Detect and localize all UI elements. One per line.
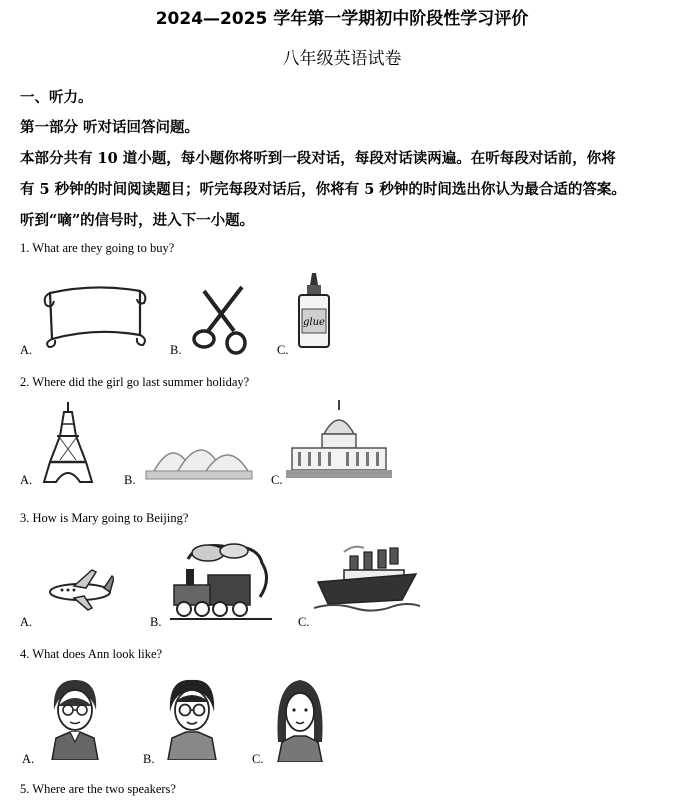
glue-label: glue	[303, 317, 325, 328]
option-label: C.	[271, 473, 283, 487]
section-heading: 一、听力。	[20, 89, 93, 106]
capitol-building-icon	[286, 400, 392, 482]
option-label: B.	[143, 752, 155, 766]
ship-icon	[314, 544, 420, 616]
question-2: 2. Where did the girl go last summer holiday?	[20, 375, 250, 389]
girl-long-hair-icon	[272, 676, 328, 762]
instruction-line-1: 本部分共有 10 道小题，每小题你将听到一段对话，每段对话读两遍。在听每段对话前，你将	[20, 150, 616, 167]
option-label: C.	[298, 615, 310, 629]
question-4: 4. What does Ann look like?	[20, 647, 163, 661]
exam-subtitle: 八年级英语试卷	[282, 49, 402, 69]
option-label: A.	[20, 343, 33, 357]
scissors-icon	[190, 283, 252, 355]
part-heading: 第一部分 听对话回答问题。	[20, 119, 200, 136]
glue-bottle-icon	[296, 271, 332, 351]
exam-title: 2024—2025 学年第一学期初中阶段性学习评价	[155, 9, 529, 29]
option-label: B.	[170, 343, 182, 357]
girl-short-hair-glasses-icon	[48, 676, 102, 760]
girl-short-hair-glasses-2-icon	[164, 676, 220, 760]
paper-scroll-icon	[40, 283, 150, 349]
option-label: A.	[22, 752, 35, 766]
option-label: B.	[124, 473, 136, 487]
question-1: 1. What are they going to buy?	[20, 241, 175, 255]
instruction-line-2: 有 5 秒钟的时间阅读题目；听完每段对话后，你将有 5 秒钟的时间选出你认为最合适的答案。	[20, 181, 626, 198]
train-icon	[168, 539, 274, 623]
option-label: B.	[150, 615, 162, 629]
question-3: 3. How is Mary going to Beijing?	[20, 511, 189, 525]
sydney-opera-house-icon	[144, 425, 254, 481]
option-label: A.	[20, 615, 33, 629]
airplane-icon	[44, 568, 114, 612]
eiffel-tower-icon	[42, 402, 94, 484]
option-label: C.	[277, 343, 289, 357]
instruction-line-3: 听到“嘀”的信号时，进入下一小题。	[20, 212, 255, 229]
option-label: C.	[252, 752, 264, 766]
question-5: 5. Where are the two speakers?	[20, 782, 176, 796]
option-label: A.	[20, 473, 33, 487]
